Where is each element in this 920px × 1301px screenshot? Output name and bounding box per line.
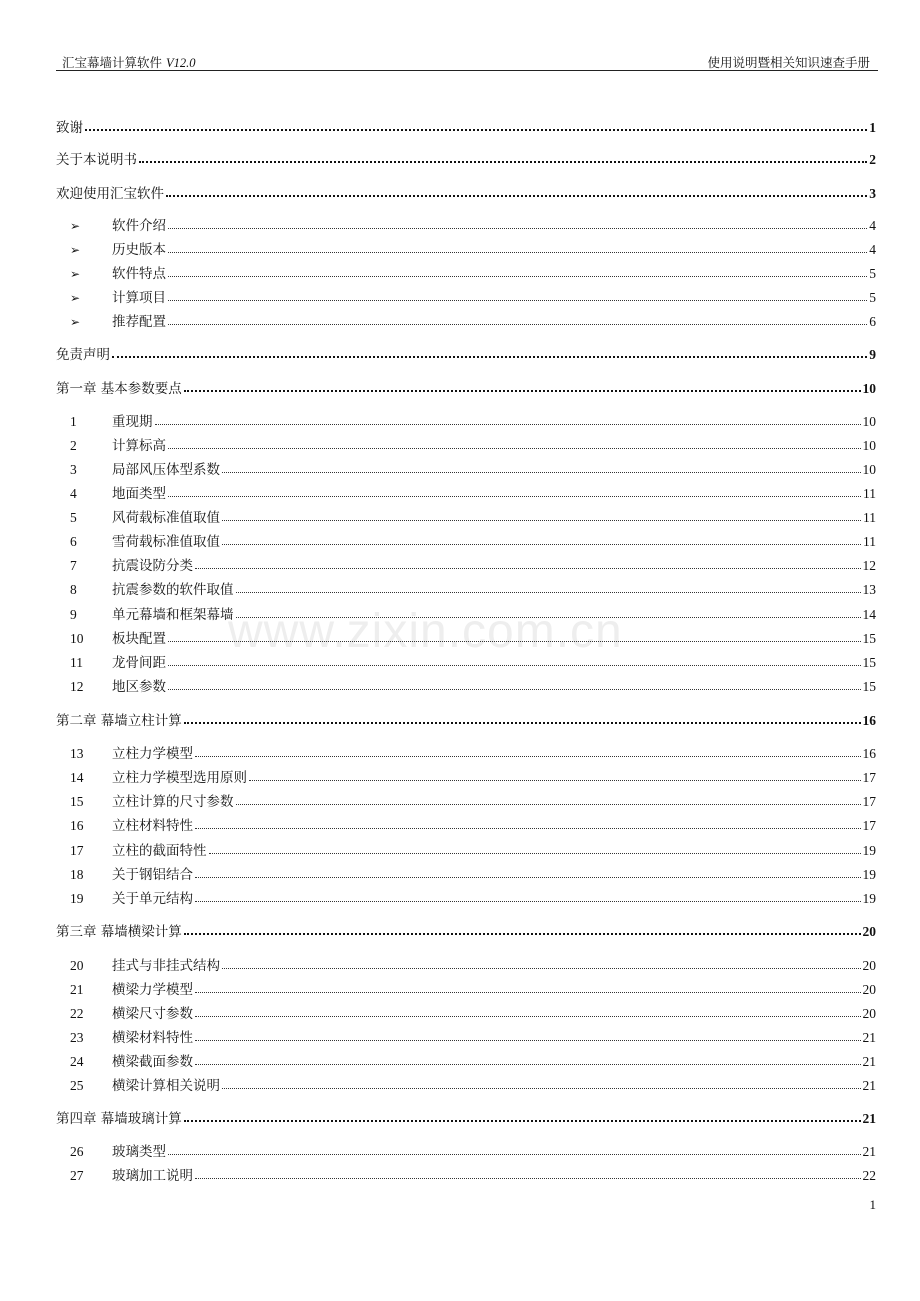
toc-entry[interactable] <box>56 377 876 397</box>
toc-entry-title: 横梁尺寸参数 <box>112 1006 193 1022</box>
toc-entry[interactable] <box>56 506 876 526</box>
toc-entry-number: 8 <box>70 582 77 597</box>
bullet-arrow-icon: ➢ <box>70 219 81 233</box>
header-right-title: 使用说明暨相关知识速查手册 <box>707 55 870 70</box>
toc-entry[interactable] <box>56 458 876 478</box>
toc-entry[interactable] <box>56 1026 876 1046</box>
dot-leader <box>168 324 867 325</box>
toc-entry-page: 4 <box>869 242 876 257</box>
toc-entry[interactable] <box>56 603 876 623</box>
toc-entry[interactable] <box>56 1164 876 1184</box>
toc-entry-title: 局部风压体型系数 <box>112 462 220 478</box>
dot-leader <box>195 901 861 902</box>
toc-entry[interactable] <box>56 1074 876 1094</box>
dot-leader <box>166 195 867 197</box>
toc-entry-number: 1 <box>70 414 77 429</box>
toc-entry-title: 单元幕墙和框架幕墙 <box>112 607 234 623</box>
toc-entry-number: 22 <box>70 1006 84 1021</box>
toc-entry-number: 5 <box>70 510 77 525</box>
dot-leader <box>195 877 861 878</box>
toc-entry[interactable] <box>56 790 876 810</box>
toc-entry[interactable] <box>56 214 876 234</box>
toc-entry-number: 20 <box>70 958 84 973</box>
toc-entry-title: 横梁计算相关说明 <box>112 1078 220 1094</box>
toc-entry-title: 历史版本 <box>112 242 166 258</box>
toc-entry[interactable] <box>56 627 876 647</box>
toc-entry-title: 抗震设防分类 <box>112 558 193 574</box>
toc-entry-page: 11 <box>863 510 876 525</box>
toc-entry-page: 21 <box>862 1144 876 1159</box>
toc-entry-page: 17 <box>862 770 876 785</box>
toc-entry-page: 22 <box>862 1168 876 1183</box>
toc-entry-page: 3 <box>869 186 876 201</box>
toc-entry[interactable] <box>56 1002 876 1022</box>
dot-leader <box>139 161 867 163</box>
toc-entry-page: 21 <box>862 1054 876 1069</box>
dot-leader <box>184 933 861 935</box>
dot-leader <box>168 641 861 642</box>
toc-entry[interactable] <box>56 286 876 306</box>
toc-entry-number: 4 <box>70 486 77 501</box>
dot-leader <box>168 496 861 497</box>
toc-entry-page: 21 <box>862 1111 876 1126</box>
toc-entry-page: 21 <box>862 1030 876 1045</box>
dot-leader <box>222 1088 861 1089</box>
toc-entry-page: 19 <box>862 891 876 906</box>
dot-leader <box>236 804 861 805</box>
dot-leader <box>168 276 867 277</box>
dot-leader <box>236 617 861 618</box>
toc-entry-number: 27 <box>70 1168 84 1183</box>
toc-entry[interactable] <box>56 1050 876 1070</box>
toc-entry-page: 16 <box>862 746 876 761</box>
dot-leader <box>168 665 861 666</box>
toc-entry[interactable] <box>56 1107 876 1127</box>
dot-leader <box>168 300 867 301</box>
toc-entry[interactable] <box>56 675 876 695</box>
dot-leader <box>222 968 861 969</box>
toc-entry-number: 11 <box>70 655 83 670</box>
dot-leader <box>209 853 861 854</box>
toc-entry-title: 第四章 幕墙玻璃计算 <box>56 1111 182 1127</box>
bullet-arrow-icon: ➢ <box>70 291 81 305</box>
toc-entry-title: 立柱力学模型选用原则 <box>112 770 247 786</box>
dot-leader <box>222 544 861 545</box>
toc-entry-number: 15 <box>70 794 84 809</box>
toc-entry-page: 17 <box>862 818 876 833</box>
toc-entry-page: 10 <box>862 462 876 477</box>
toc-entry[interactable] <box>56 530 876 550</box>
toc-entry-number: 13 <box>70 746 84 761</box>
header-left <box>62 53 196 71</box>
toc-entry-page: 15 <box>862 655 876 670</box>
dot-leader <box>85 129 867 131</box>
toc-entry-title: 第一章 基本参数要点 <box>56 381 182 397</box>
toc-entry[interactable] <box>56 410 876 430</box>
toc-entry-page: 20 <box>862 982 876 997</box>
toc-entry-title: 立柱力学模型 <box>112 746 193 762</box>
toc-entry-number: 18 <box>70 867 84 882</box>
dot-leader <box>184 390 861 392</box>
toc-entry[interactable] <box>56 116 876 136</box>
toc-entry-title: 关于本说明书 <box>56 152 137 168</box>
dot-leader <box>195 1040 861 1041</box>
toc-entry-title: 立柱的截面特性 <box>112 843 207 859</box>
toc-entry[interactable] <box>56 262 876 282</box>
toc-entry-title: 重现期 <box>112 414 153 430</box>
dot-leader <box>236 592 861 593</box>
toc-entry-number: 7 <box>70 558 77 573</box>
dot-leader <box>195 756 861 757</box>
dot-leader <box>112 356 867 358</box>
dot-leader <box>184 722 861 724</box>
toc-entry-page: 6 <box>869 314 876 329</box>
toc-entry[interactable] <box>56 343 876 363</box>
toc-entry-title: 第二章 幕墙立柱计算 <box>56 713 182 729</box>
dot-leader <box>249 780 861 781</box>
dot-leader <box>168 252 867 253</box>
toc-entry-title: 致谢 <box>56 120 83 136</box>
toc-entry-number: 21 <box>70 982 84 997</box>
toc-entry-number: 19 <box>70 891 84 906</box>
toc-entry-page: 17 <box>862 794 876 809</box>
toc-entry[interactable] <box>56 1140 876 1160</box>
dot-leader <box>195 1016 861 1017</box>
toc-entry-number: 17 <box>70 843 84 858</box>
toc-entry-page: 19 <box>862 843 876 858</box>
toc-entry-title: 关于钢铝结合 <box>112 867 193 883</box>
toc-entry-title: 第三章 幕墙横梁计算 <box>56 924 182 940</box>
toc-entry[interactable] <box>56 554 876 574</box>
toc-entry-title: 关于单元结构 <box>112 891 193 907</box>
toc-entry[interactable] <box>56 766 876 786</box>
toc-entry[interactable] <box>56 839 876 859</box>
toc-entry-title: 立柱计算的尺寸参数 <box>112 794 234 810</box>
toc-entry-title: 计算项目 <box>112 290 166 306</box>
toc-entry-number: 14 <box>70 770 84 785</box>
toc-entry-title: 计算标高 <box>112 438 166 454</box>
toc-entry-title: 免责声明 <box>56 347 110 363</box>
dot-leader <box>155 424 861 425</box>
toc-entry-number: 2 <box>70 438 77 453</box>
dot-leader <box>168 689 861 690</box>
toc-entry-page: 12 <box>862 558 876 573</box>
toc-entry-number: 25 <box>70 1078 84 1093</box>
toc-entry-title: 龙骨间距 <box>112 655 166 671</box>
toc-entry-title: 横梁材料特性 <box>112 1030 193 1046</box>
toc-entry-page: 20 <box>862 1006 876 1021</box>
toc-entry-number: 6 <box>70 534 77 549</box>
dot-leader <box>195 1064 861 1065</box>
toc-entry[interactable] <box>56 709 876 729</box>
dot-leader <box>184 1120 861 1122</box>
toc-entry-title: 玻璃类型 <box>112 1144 166 1160</box>
toc-entry[interactable] <box>56 578 876 598</box>
toc-entry-page: 10 <box>862 414 876 429</box>
toc-entry-page: 9 <box>869 347 876 362</box>
toc-entry-number: 9 <box>70 607 77 622</box>
toc-entry-page: 10 <box>862 381 876 396</box>
bullet-arrow-icon: ➢ <box>70 315 81 329</box>
toc-entry[interactable] <box>56 651 876 671</box>
toc-entry-page: 20 <box>862 958 876 973</box>
toc-entry[interactable] <box>56 238 876 258</box>
toc-entry-title: 玻璃加工说明 <box>112 1168 193 1184</box>
toc-entry-page: 21 <box>862 1078 876 1093</box>
toc-entry-title: 软件介绍 <box>112 218 166 234</box>
toc-entry-number: 3 <box>70 462 77 477</box>
toc-entry-page: 5 <box>869 290 876 305</box>
dot-leader <box>168 228 867 229</box>
toc-entry-page: 15 <box>862 679 876 694</box>
toc-entry[interactable] <box>56 482 876 502</box>
toc-entry-page: 11 <box>863 486 876 501</box>
toc-entry-page: 13 <box>862 582 876 597</box>
toc-entry[interactable] <box>56 742 876 762</box>
toc-entry-page: 5 <box>869 266 876 281</box>
toc-entry-page: 20 <box>862 924 876 939</box>
header-version: V12.0 <box>166 56 196 70</box>
toc-entry-page: 10 <box>862 438 876 453</box>
toc-entry[interactable] <box>56 182 876 202</box>
toc-entry-title: 地面类型 <box>112 486 166 502</box>
dot-leader <box>168 1154 861 1155</box>
dot-leader <box>168 448 861 449</box>
toc-entry-title: 欢迎使用汇宝软件 <box>56 186 164 202</box>
toc-entry-title: 抗震参数的软件取值 <box>112 582 234 598</box>
toc-entry-title: 横梁截面参数 <box>112 1054 193 1070</box>
dot-leader <box>195 992 861 993</box>
footer-page-number: 1 <box>869 1197 876 1212</box>
toc-entry[interactable] <box>56 310 876 330</box>
toc-entry[interactable] <box>56 434 876 454</box>
toc-entry[interactable] <box>56 148 876 168</box>
toc-entry-number: 26 <box>70 1144 84 1159</box>
toc-entry-title: 板块配置 <box>112 631 166 647</box>
bullet-arrow-icon: ➢ <box>70 267 81 281</box>
toc-entry-number: 10 <box>70 631 84 646</box>
toc-entry[interactable] <box>56 978 876 998</box>
toc-entry[interactable] <box>56 920 876 940</box>
toc-entry-title: 推荐配置 <box>112 314 166 330</box>
header-left-title: 汇宝幕墙计算软件 <box>62 55 163 70</box>
toc-entry-number: 24 <box>70 1054 84 1069</box>
toc-entry-title: 风荷载标准值取值 <box>112 510 220 526</box>
toc-entry-page: 19 <box>862 867 876 882</box>
dot-leader <box>195 1178 861 1179</box>
page-header <box>56 50 878 71</box>
toc-entry-title: 立柱材料特性 <box>112 818 193 834</box>
toc-entry-number: 23 <box>70 1030 84 1045</box>
dot-leader <box>195 828 861 829</box>
toc-entry-title: 软件特点 <box>112 266 166 282</box>
toc-entry-title: 挂式与非挂式结构 <box>112 958 220 974</box>
toc-entry-number: 16 <box>70 818 84 833</box>
toc-entry[interactable] <box>56 863 876 883</box>
toc-entry-title: 地区参数 <box>112 679 166 695</box>
toc-entry-page: 15 <box>862 631 876 646</box>
toc-entry-title: 雪荷载标准值取值 <box>112 534 220 550</box>
dot-leader <box>222 472 861 473</box>
toc-entry[interactable] <box>56 814 876 834</box>
toc-entry-page: 4 <box>869 218 876 233</box>
bullet-arrow-icon: ➢ <box>70 243 81 257</box>
toc-entry-page: 1 <box>869 120 876 135</box>
toc-entry-number: 12 <box>70 679 84 694</box>
toc-entry-title: 横梁力学模型 <box>112 982 193 998</box>
toc-entry-page: 2 <box>869 152 876 167</box>
dot-leader <box>195 568 861 569</box>
toc-entry-page: 11 <box>863 534 876 549</box>
dot-leader <box>222 520 861 521</box>
toc-entry-page: 14 <box>862 607 876 622</box>
toc-entry[interactable] <box>56 954 876 974</box>
toc-entry[interactable] <box>56 887 876 907</box>
watermark: www.zixin.com.cn <box>228 605 623 658</box>
toc-entry-page: 16 <box>862 713 876 728</box>
